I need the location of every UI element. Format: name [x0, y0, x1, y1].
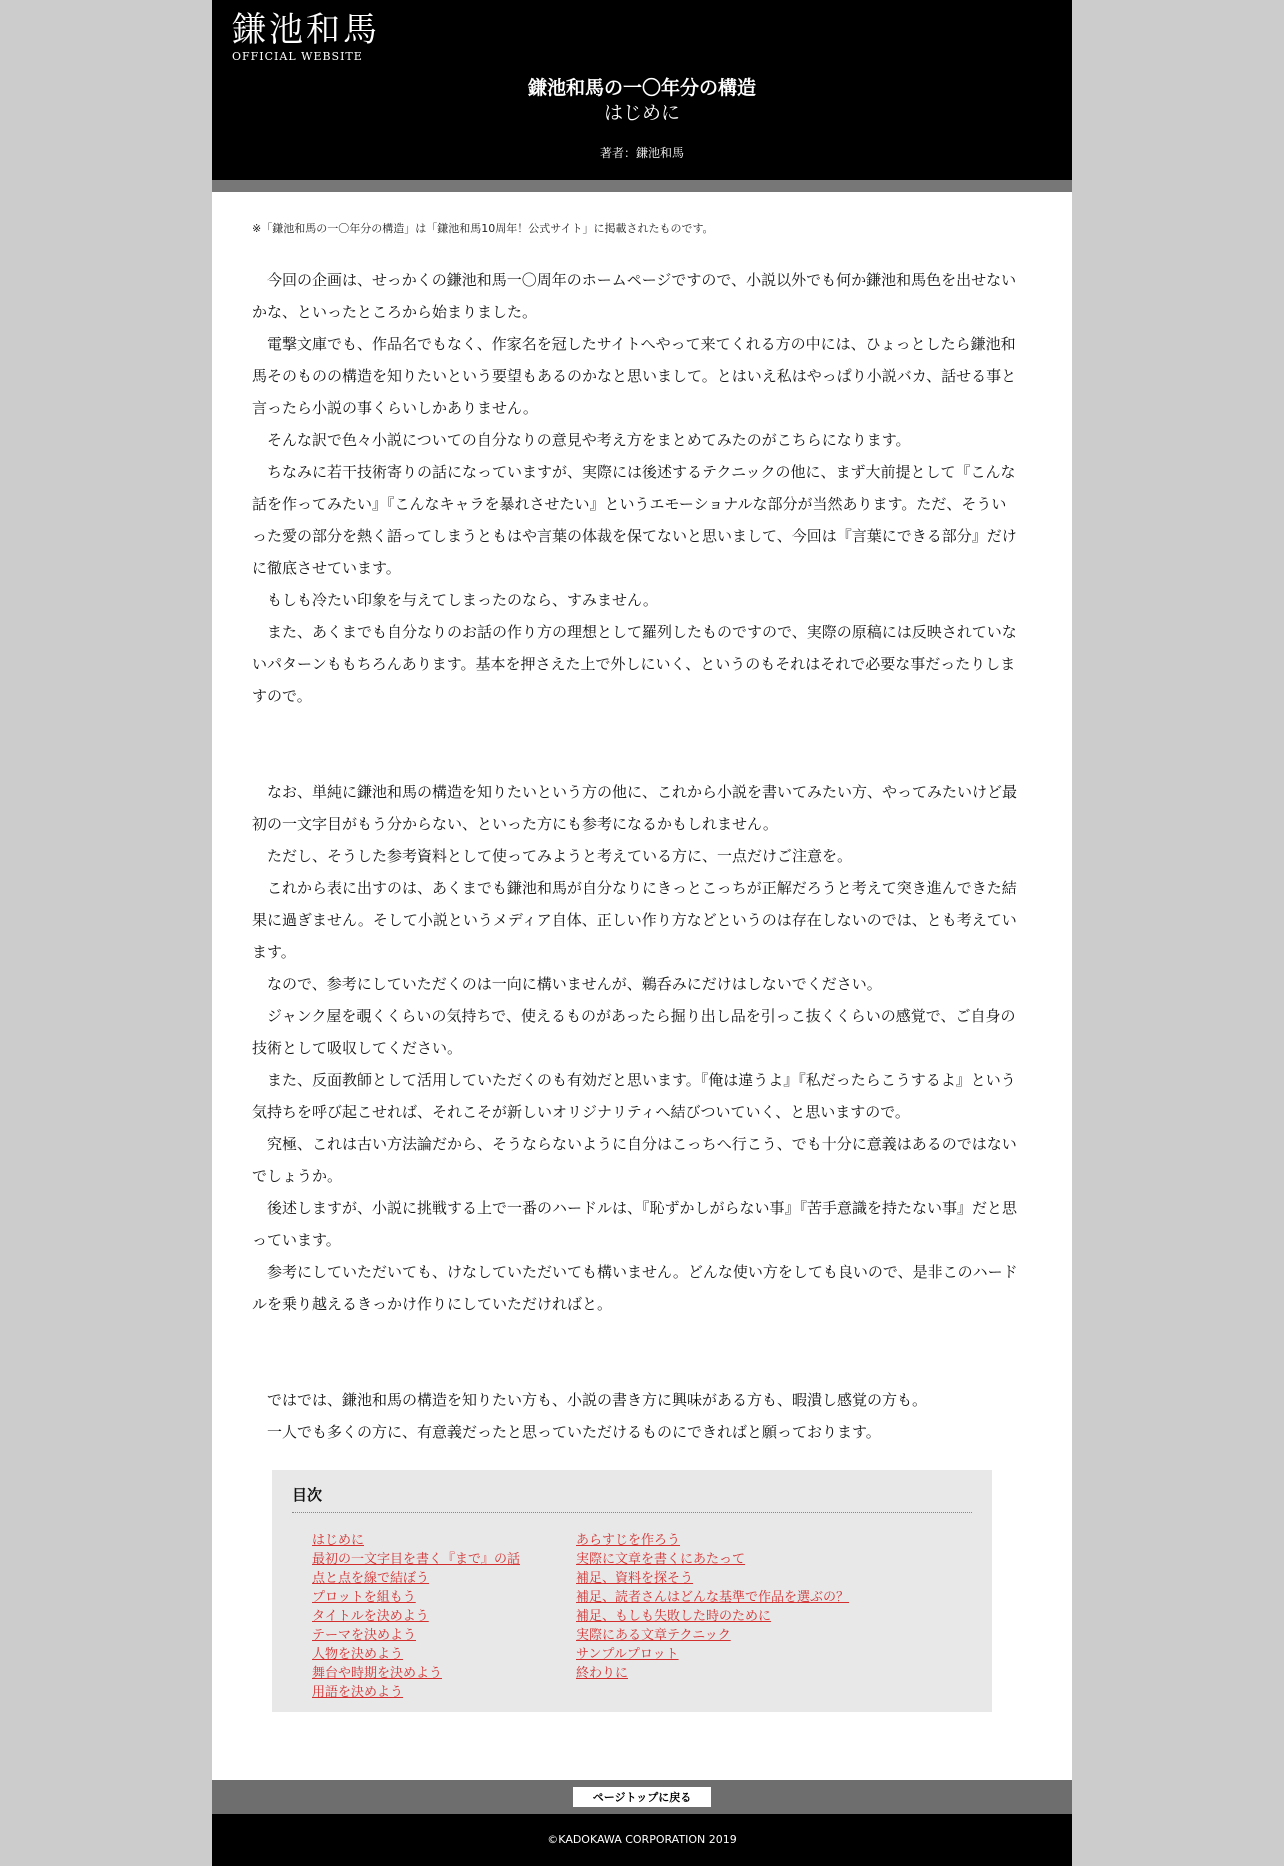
- toc-column-left: [312, 1531, 576, 1702]
- toc-link-materials[interactable]: 補足、資料を探そう: [576, 1571, 694, 1586]
- paragraph: 今回の企画は、せっかくの鎌池和馬一〇周年のホームページですので、小説以外でも何か鎌池和馬色を出せないかな、といったところから始まりました。: [252, 271, 1017, 321]
- paragraph: これから表に出すのは、あくまでも鎌池和馬が自分なりにきっとこっちが正解だろうと考えて突き進んできた結果に過ぎません。そして小説というメディア自体、正しい作り方などというのは存在しないのでは、とも考えています。: [252, 879, 1017, 961]
- toc-link-hajimeni[interactable]: はじめに: [312, 1533, 365, 1548]
- toc-link-characters[interactable]: 人物を決めよう: [312, 1647, 404, 1662]
- toc-title: 目次: [292, 1484, 972, 1513]
- section-closing: [252, 1384, 1020, 1448]
- paragraph: なので、参考にしていただくのは一向に構いませんが、鵜呑みにだけはしないでください。: [267, 975, 882, 993]
- author-line: 著者：鎌池和馬: [599, 146, 684, 160]
- paragraph: また、あくまでも自分なりのお話の作り方の理想として羅列したものですので、実際の原稿には反映されていないパターンももちろんあります。基本を押さえた上で外しにいく、というのもそれはそれで必要な事だったりしますので。: [252, 623, 1017, 705]
- page-subtitle: はじめに: [603, 102, 680, 124]
- page-title: 鎌池和馬の一〇年分の構造: [527, 77, 756, 99]
- paragraph: 電撃文庫でも、作品名でもなく、作家名を冠したサイトへやって来てくれる方の中には、ひょっとしたら鎌池和馬そのものの構造を知りたいという要望もあるのかなと思いまして。とはいえ私はやっぱり小説バカ、話せる事と言ったら小説の事くらいしかありません。: [252, 335, 1017, 417]
- paragraph: ではでは、鎌池和馬の構造を知りたい方も、小説の書き方に興味がある方も、暇潰し感覚の方も。: [267, 1391, 928, 1409]
- site-header: [212, 0, 1072, 180]
- paragraph: ジャンク屋を覗くくらいの気持ちで、使えるものがあったら掘り出し品を引っこ抜くくらいの感覚で、ご自身の技術として吸収してください。: [252, 1007, 1016, 1057]
- footer-band: [212, 1780, 1072, 1814]
- section-gap: [252, 712, 1020, 776]
- toc-link-failure[interactable]: 補足、もしも失敗した時のために: [576, 1609, 772, 1624]
- paragraph: 究極、これは古い方法論だから、そうならないように自分はこっちへ行こう、でも十分に意義はあるのではないでしょうか。: [252, 1135, 1017, 1185]
- paragraph: なお、単純に鎌池和馬の構造を知りたいという方の他に、これから小説を書いてみたい方、やってみたいけど最初の一文字目がもう分からない、といった方にも参考になるかもしれません。: [252, 783, 1018, 833]
- header-divider: [212, 180, 1072, 192]
- article-body: [212, 192, 1072, 1712]
- toc-link-sample-plot[interactable]: サンプルプロット: [576, 1647, 679, 1662]
- toc-columns: [292, 1531, 972, 1702]
- paragraph: そんな訳で色々小説についての自分なりの意見や考え方をまとめてみたのがこちらになります。: [267, 431, 911, 449]
- toc-link-title[interactable]: タイトルを決めよう: [312, 1609, 429, 1624]
- toc-link-synopsis[interactable]: あらすじを作ろう: [576, 1533, 681, 1548]
- section-caution: [252, 776, 1020, 1320]
- section-intro: [252, 264, 1020, 712]
- toc-link-setting[interactable]: 舞台や時期を決めよう: [312, 1666, 443, 1681]
- toc-link-plot[interactable]: プロットを組もう: [312, 1590, 416, 1605]
- page: [212, 0, 1072, 1866]
- paragraph: また、反面教師として活用していただくのも有効だと思います。『俺は違うよ』『私だったらこうするよ』という気持ちを呼び起こせれば、それこそが新しいオリジナリティへ結びついていく、と思いますので。: [252, 1071, 1016, 1121]
- toc-link-reader-criteria[interactable]: 補足、読者さんはどんな基準で作品を選ぶの？: [576, 1590, 850, 1605]
- toc-column-right: [576, 1531, 849, 1702]
- logo-sub-text: OFFICIAL WEBSITE: [232, 50, 363, 63]
- toc-link-writing[interactable]: 実際に文章を書くにあたって: [576, 1552, 746, 1567]
- logo-main-text: 鎌池和馬: [232, 10, 380, 50]
- paragraph: 参考にしていただいても、けなしていただいても構いません。どんな使い方をしても良いので、是非このハードルを乗り越えるきっかけ作りにしていただければと。: [252, 1263, 1018, 1313]
- section-gap: [252, 1320, 1020, 1384]
- toc-link-techniques[interactable]: 実際にある文章テクニック: [576, 1628, 731, 1643]
- paragraph: ただし、そうした参考資料として使ってみようと考えている方に、一点だけご注意を。: [267, 847, 853, 865]
- toc-link-theme[interactable]: テーマを決めよう: [312, 1628, 417, 1643]
- site-logo[interactable]: [232, 10, 380, 63]
- toc-link-terms[interactable]: 用語を決めよう: [312, 1685, 404, 1700]
- toc-link-first-letter[interactable]: 最初の一文字目を書く『まで』の話: [312, 1552, 521, 1567]
- toc-link-connect-dots[interactable]: 点と点を線で結ぼう: [312, 1571, 430, 1586]
- page-top-button[interactable]: ページトップに戻る: [573, 1787, 711, 1807]
- toc-link-ending[interactable]: 終わりに: [576, 1666, 629, 1681]
- paragraph: 一人でも多くの方に、有意義だったと思っていただけるものにできればと願っております。: [267, 1423, 881, 1441]
- publication-note: ※「鎌池和馬の一〇年分の構造」は「鎌池和馬10周年！公式サイト」に掲載されたものです。: [252, 222, 714, 235]
- table-of-contents: [272, 1470, 992, 1712]
- paragraph: ちなみに若干技術寄りの話になっていますが、実際には後述するテクニックの他に、まず大前提として『こんな話を作ってみたい』『こんなキャラを暴れさせたい』というエモーショナルな部分が当然あります。ただ、そういった愛の部分を熱く語ってしまうともはや言葉の体裁を保てないと思いまして、今回は『言葉にできる部分』だけに徹底させています。: [252, 463, 1017, 577]
- copyright-text: ©KADOKAWA CORPORATION 2019: [547, 1833, 737, 1846]
- site-footer: [212, 1814, 1072, 1866]
- paragraph: もしも冷たい印象を与えてしまったのなら、すみません。: [267, 591, 658, 609]
- paragraph: 後述しますが、小説に挑戦する上で一番のハードルは、『恥ずかしがらない事』『苦手意識を持たない事』だと思っています。: [252, 1199, 1018, 1249]
